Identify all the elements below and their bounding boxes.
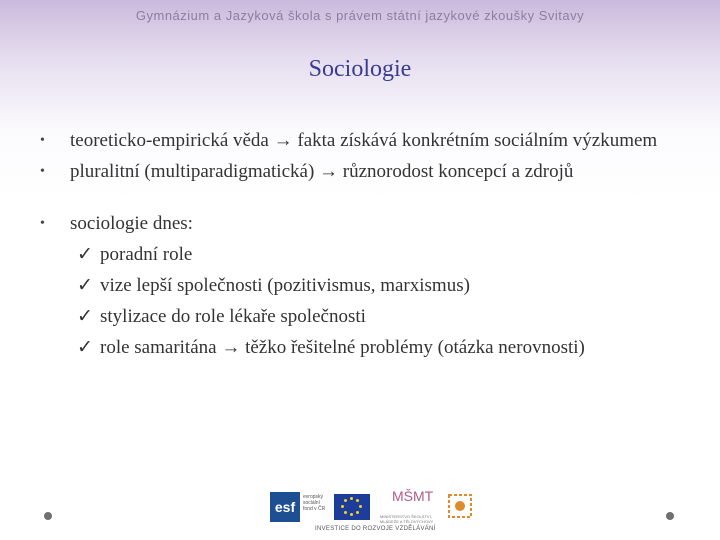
check-text: stylizace do role lékaře společnosti bbox=[100, 306, 366, 327]
bullet-icon: • bbox=[40, 164, 45, 179]
msmt-logo bbox=[380, 490, 440, 524]
bullet-text: sociologie dnes: bbox=[70, 213, 193, 234]
msmt-logo-text: MINISTERSTVO ŠKOLSTVÍ, MLÁDEŽE A TĚLOVÝCHOVY bbox=[380, 514, 434, 524]
checkmark-icon: ✓ bbox=[77, 275, 93, 296]
checkmark-icon: ✓ bbox=[77, 337, 93, 358]
bullet-item bbox=[40, 161, 680, 183]
corner-dot-right bbox=[666, 512, 674, 520]
header-school-name: Gymnázium a Jazyková škola s právem státní jazykové zkoušky Svitavy bbox=[135, 8, 585, 23]
corner-dot-left bbox=[44, 512, 52, 520]
bullet-item bbox=[40, 130, 680, 152]
bullet-text: teoreticko-empirická věda → fakta získává konkrétním sociálním výzkumem bbox=[70, 130, 658, 151]
check-item bbox=[69, 244, 680, 266]
check-item bbox=[69, 275, 680, 297]
check-text: vize lepší společnosti (pozitivismus, marxismus) bbox=[100, 275, 470, 296]
checkmark-icon: ✓ bbox=[77, 306, 93, 327]
esf-logo bbox=[270, 490, 330, 524]
check-item bbox=[69, 306, 680, 328]
footer-caption: INVESTICE DO ROZVOJE VZDĚLÁVÁNÍ bbox=[315, 526, 436, 532]
msmt-logo-mark: MŠMT bbox=[392, 488, 434, 504]
eu-flag-icon bbox=[334, 494, 370, 520]
bullet-item bbox=[40, 213, 680, 235]
bullet-icon: • bbox=[40, 133, 45, 148]
esf-logo-mark: esf bbox=[270, 492, 300, 522]
check-list bbox=[40, 244, 680, 359]
op-vk-logo-icon bbox=[446, 492, 474, 520]
bullet-text: pluralitní (multiparadigmatická) → různorodost koncepcí a zdrojů bbox=[70, 161, 574, 182]
check-text: role samaritána → těžko řešitelné problémy (otázka nerovnosti) bbox=[100, 337, 585, 358]
check-item bbox=[69, 337, 680, 359]
checkmark-icon: ✓ bbox=[77, 244, 93, 265]
bullet-list bbox=[40, 130, 680, 368]
slide-title: Sociologie bbox=[308, 56, 412, 82]
bullet-icon: • bbox=[40, 216, 45, 231]
esf-logo-text: evropský sociální fond v ČR bbox=[303, 494, 326, 512]
check-text: poradní role bbox=[100, 244, 193, 265]
